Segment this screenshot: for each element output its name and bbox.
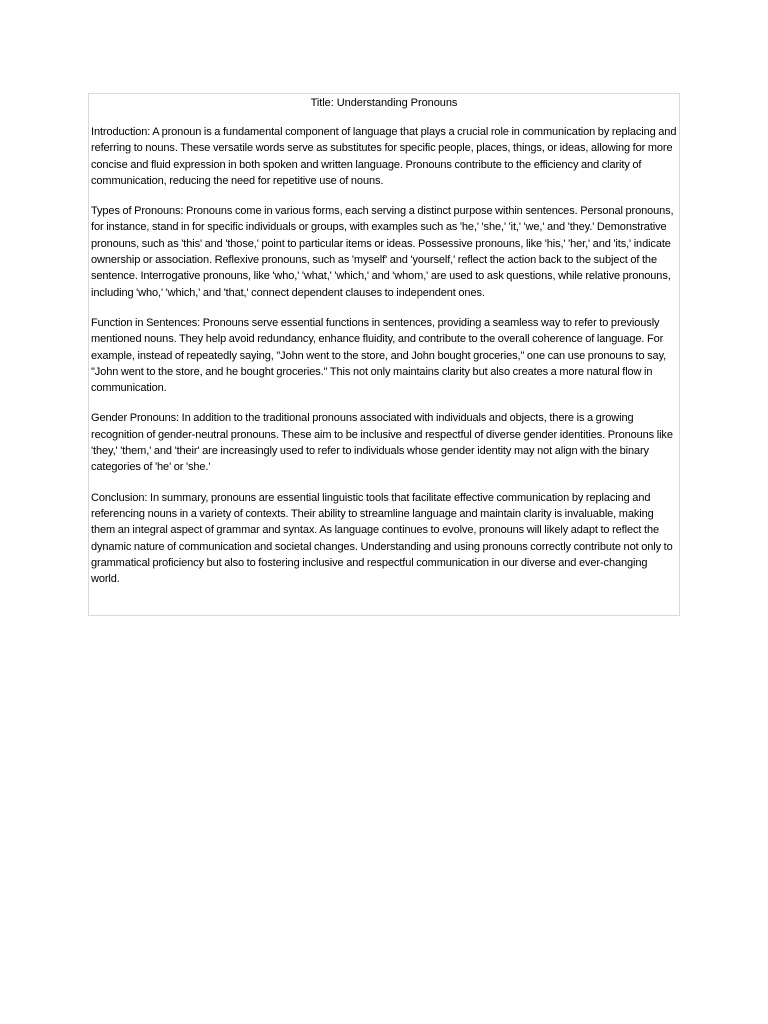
paragraph-types-of-pronouns: Types of Pronouns: Pronouns come in various forms, each serving a distinct purpose within sentences. Personal pronouns, for instance, stand in for specific individuals or groups, with examples such as 'he,' 'she,' 'it,' 'we,' and 'they.' Demonstrative pronouns, such as 'this' and 'those,' point to particular items or ideas. Possessive pronouns, like 'his,' 'her,' and 'its,' indicate ownership or association. Reflexive pronouns, such as 'myself' and 'yourself,' reflect the action back to the subject of the sentence. Interrogative pronouns, like 'who,' 'what,' 'which,' and 'whom,' are used to ask questions, while relative pronouns, including 'who,' 'which,' and 'that,' connect dependent clauses to independent ones. — [91, 205, 674, 299]
document-box — [88, 93, 680, 616]
paragraph-introduction: Introduction: A pronoun is a fundamental component of language that plays a crucial role in communication by replacing and referring to nouns. These versatile words serve as substitutes for specific people, places, things, or ideas, allowing for more concise and fluid expression in both spoken and written language. Pronouns contribute to the efficiency and clarity of communication, reducing the need for repetitive use of nouns. — [91, 126, 677, 187]
paragraph-function-in-sentences: Function in Sentences: Pronouns serve essential functions in sentences, providing a seamless way to refer to previously mentioned nouns. They help avoid redundancy, enhance fluidity, and contribute to the overall coherence of language. For example, instead of repeatedly saying, "John went to the store, and John bought groceries," one can use pronouns to say, "John went to the store, and he bought groceries." This not only maintains clarity but also creates a more natural flow in communication. — [91, 316, 667, 395]
paragraph-gender-pronouns: Gender Pronouns: In addition to the traditional pronouns associated with individuals and objects, there is a growing recognition of gender-neutral pronouns. These aim to be inclusive and respectful of diverse gender identities. Pronouns like 'they,' 'them,' and 'their' are increasingly used to refer to individuals whose gender identity may not align with the binary categories of 'he' or 'she.' — [91, 412, 673, 474]
document-title: Title: Understanding Pronouns — [310, 97, 458, 109]
paragraph-conclusion: Conclusion: In summary, pronouns are essential linguistic tools that facilitate effective communication by replacing and referencing nouns in a variety of contexts. Their ability to streamline language and maintain clarity is invaluable, making them an integral aspect of grammar and syntax. As language continues to evolve, pronouns will likely adapt to reflect the dynamic nature of communication and societal changes. Understanding and using pronouns correctly contribute not only to grammatical proficiency but also to fostering inclusive and respectful communication in our diverse and ever-changing world. — [91, 491, 673, 586]
